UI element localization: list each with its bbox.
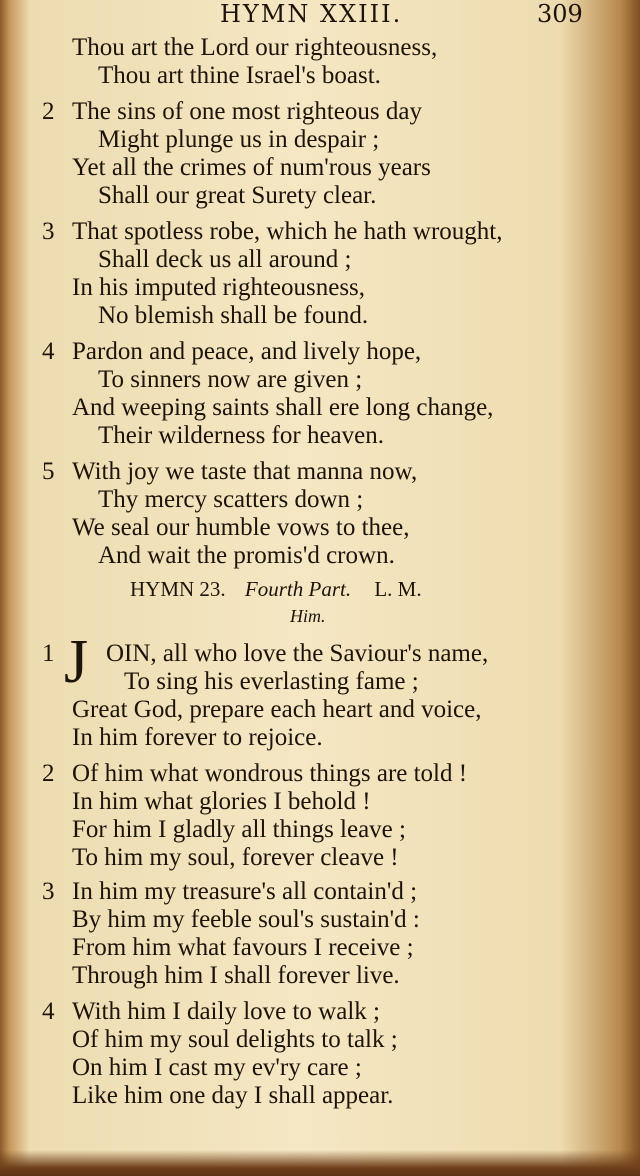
hymn-subject: Him. (290, 606, 326, 626)
verse-line: OIN, all who love the Saviour's name, (106, 640, 489, 667)
verse-line: Their wilderness for heaven. (98, 422, 384, 449)
verse-line: And weeping saints shall ere long change, (72, 394, 494, 421)
stanza-number: 2 (42, 98, 55, 125)
verse-line: In him my treasure's all contain'd ; (72, 878, 418, 905)
verse-line: By him my feeble soul's sustain'd : (72, 906, 420, 933)
verse-line: Through him I shall forever live. (72, 962, 400, 989)
verse-line: In him what glories I behold ! (72, 788, 371, 815)
verse-line: Shall our great Surety clear. (98, 182, 377, 209)
verse-line: On him I cast my ev'ry care ; (72, 1054, 362, 1081)
verse-line: Like him one day I shall appear. (72, 1082, 394, 1109)
verse-line: And wait the promis'd crown. (98, 542, 395, 569)
verse-line: In him forever to rejoice. (72, 724, 323, 751)
verse-line: With him I daily love to walk ; (72, 998, 380, 1025)
verse-line: Thy mercy scatters down ; (98, 486, 364, 513)
verse-line: From him what favours I receive ; (72, 934, 414, 961)
verse-line: To him my soul, forever cleave ! (72, 844, 399, 871)
verse-line: In his imputed righteousness, (72, 274, 366, 301)
verse-line: We seal our humble vows to thee, (72, 514, 410, 541)
verse-line: Great God, prepare each heart and voice, (72, 696, 482, 723)
verse-line: Pardon and peace, and lively hope, (72, 338, 422, 365)
verse-line: Of him what wondrous things are told ! (72, 760, 468, 787)
stanza-number: 5 (42, 458, 55, 485)
drop-cap: J (64, 628, 89, 696)
running-head: HYMN XXIII. (220, 0, 403, 28)
stanza-number: 2 (42, 760, 55, 787)
verse-line: To sing his everlasting fame ; (124, 668, 419, 695)
stanza-number: 3 (42, 218, 55, 245)
hymn-part: Fourth Part. (244, 577, 352, 601)
verse-line: Thou art thine Israel's boast. (98, 62, 381, 89)
verse-line: That spotless robe, which he hath wrought, (72, 218, 503, 245)
verse-line: The sins of one most righteous day (72, 98, 422, 125)
stanza-number: 4 (42, 338, 55, 365)
verse-line: For him I gladly all things leave ; (72, 816, 406, 843)
verse-line: No blemish shall be found. (98, 302, 369, 329)
verse-line: Yet all the crimes of num'rous years (72, 154, 431, 181)
verse-line: Might plunge us in despair ; (98, 126, 380, 153)
hymn-heading (130, 575, 422, 603)
verse-line: With joy we taste that manna now, (72, 458, 418, 485)
page-number: 309 (537, 0, 583, 28)
hymn-title: HYMN 23. (130, 577, 226, 601)
verse-line: Of him my soul delights to talk ; (72, 1026, 398, 1053)
hymn-meter: L. M. (374, 577, 422, 601)
verse-line: Shall deck us all around ; (98, 246, 352, 273)
verse-line: To sinners now are given ; (98, 366, 363, 393)
verse-line: Thou art the Lord our righteousness, (72, 34, 438, 61)
stanza-number: 1 (42, 640, 55, 667)
stanza-number: 4 (42, 998, 55, 1025)
stanza-number: 3 (42, 878, 55, 905)
